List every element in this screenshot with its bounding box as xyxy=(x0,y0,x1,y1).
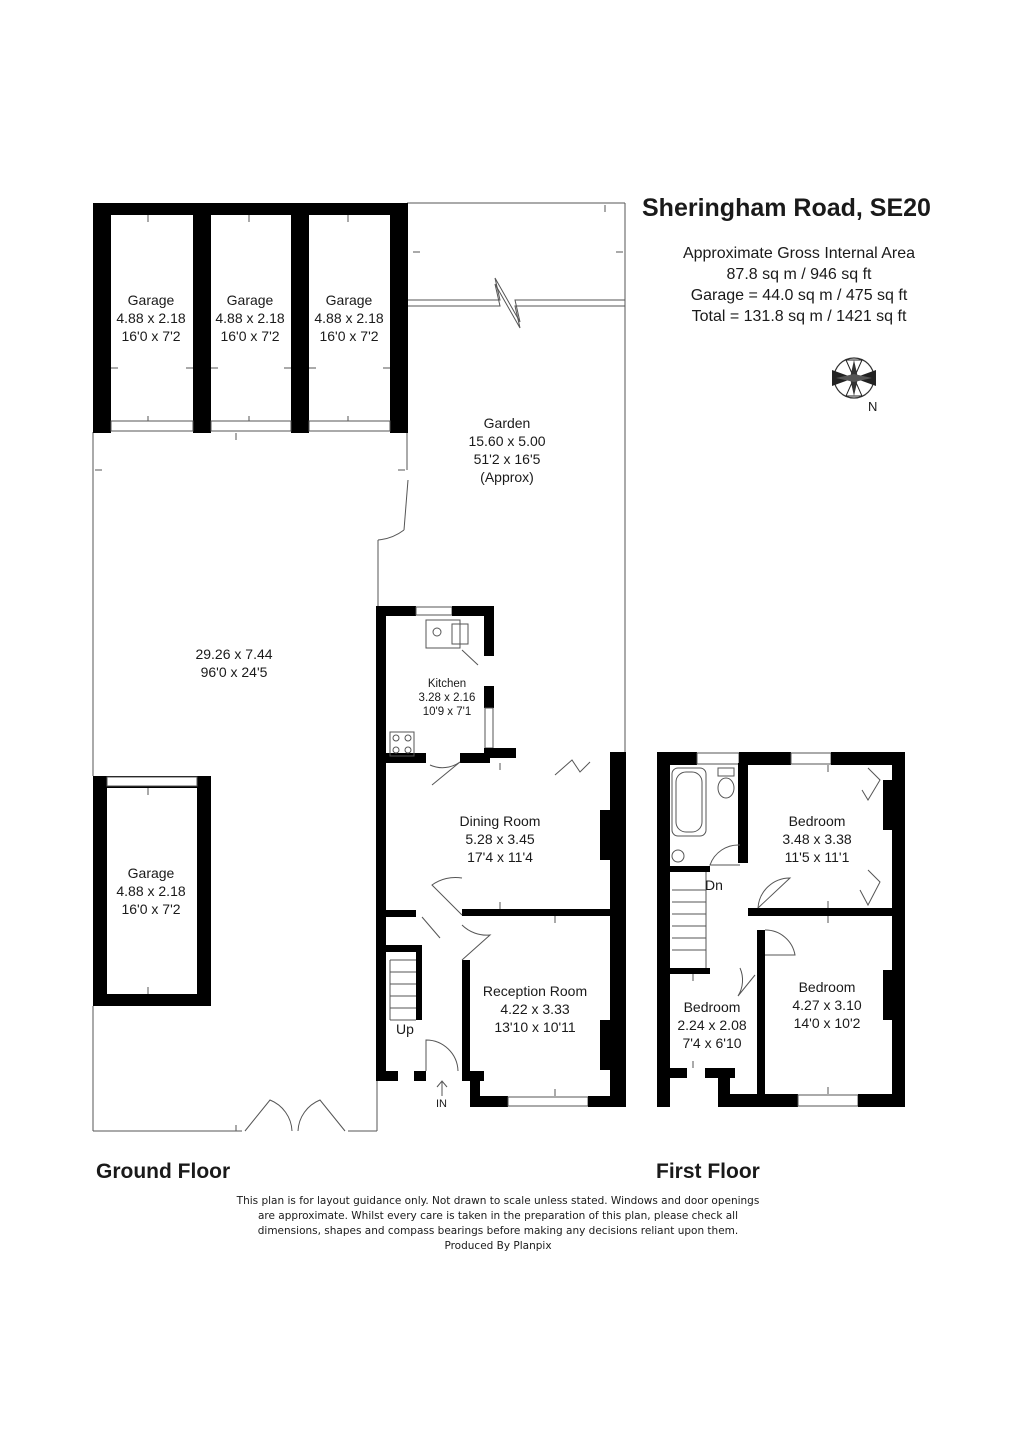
entrance-arrow-icon xyxy=(437,1081,447,1096)
room-imperial: 7'4 x 6'10 xyxy=(682,1035,742,1051)
room-imperial: 14'0 x 10'2 xyxy=(793,1015,861,1031)
room-reception xyxy=(483,983,587,1035)
room-metric: 4.88 x 2.18 xyxy=(314,310,384,326)
room-name: Kitchen xyxy=(427,678,467,690)
room-garden xyxy=(468,415,545,485)
room-imperial: 16'0 x 7'2 xyxy=(220,328,280,344)
room-garage-3 xyxy=(314,292,383,344)
room-metric: 2.24 x 2.08 xyxy=(677,1017,747,1033)
room-bedroom-2 xyxy=(792,979,861,1031)
room-imperial: 51'2 x 16'5 xyxy=(473,451,541,467)
room-bedroom-1 xyxy=(782,813,851,865)
room-metric: 29.26 x 7.44 xyxy=(195,646,273,662)
first-floor-house xyxy=(657,752,905,1107)
room-name: Garage xyxy=(226,292,274,308)
area-garage: Garage = 44.0 sq m / 475 sq ft xyxy=(690,287,908,304)
property-title: Sheringham Road, SE20 xyxy=(642,194,931,222)
room-name: Reception Room xyxy=(482,983,588,999)
room-note: (Approx) xyxy=(480,469,534,485)
area-main: 87.8 sq m / 946 sq ft xyxy=(726,266,872,283)
room-metric: 4.88 x 2.18 xyxy=(215,310,285,326)
area-heading: Approximate Gross Internal Area xyxy=(682,245,916,262)
room-name: Bedroom xyxy=(788,813,846,829)
room-imperial: 10'9 x 7'1 xyxy=(422,706,472,718)
room-garage-2 xyxy=(215,292,284,344)
stairs-down-label: Dn xyxy=(705,877,723,893)
room-imperial: 16'0 x 7'2 xyxy=(121,901,181,917)
first-floor-label: First Floor xyxy=(656,1160,760,1183)
room-name: Bedroom xyxy=(798,979,856,995)
disclaimer xyxy=(200,1194,796,1254)
room-name: Garage xyxy=(127,865,175,881)
compass-icon xyxy=(832,358,876,398)
room-imperial: 96'0 x 24'5 xyxy=(200,664,268,680)
room-garage-1 xyxy=(116,292,185,344)
room-metric: 4.88 x 2.18 xyxy=(116,883,186,899)
room-metric: 15.60 x 5.00 xyxy=(468,433,546,449)
room-garage-4 xyxy=(116,865,185,917)
room-imperial: 17'4 x 11'4 xyxy=(467,849,533,865)
entrance-label: IN xyxy=(436,1098,447,1110)
room-metric: 5.28 x 3.45 xyxy=(465,831,535,847)
room-metric: 3.48 x 3.38 xyxy=(782,831,852,847)
room-name: Bedroom xyxy=(683,999,741,1015)
compass-label: N xyxy=(868,399,878,414)
room-bedroom-3 xyxy=(677,999,746,1051)
room-metric: 3.28 x 2.16 xyxy=(418,692,476,704)
room-kitchen xyxy=(419,678,476,718)
disclaimer-line: This plan is for layout guidance only. Not drawn to scale unless stated. Windows and door openings xyxy=(236,1195,760,1207)
room-name: Garden xyxy=(483,415,531,431)
disclaimer-line: dimensions, shapes and compass bearings before making any decisions reliant upon them. xyxy=(257,1225,739,1237)
ground-floor-label: Ground Floor xyxy=(96,1160,231,1183)
stairs-up-label: Up xyxy=(396,1021,414,1037)
room-metric: 4.88 x 2.18 xyxy=(116,310,186,326)
room-imperial: 16'0 x 7'2 xyxy=(121,328,181,344)
room-imperial: 11'5 x 11'1 xyxy=(784,849,850,865)
area-total: Total = 131.8 sq m / 1421 sq ft xyxy=(691,308,907,325)
room-name: Garage xyxy=(325,292,373,308)
room-yard xyxy=(195,646,272,680)
room-dining xyxy=(460,813,541,865)
room-metric: 4.22 x 3.33 xyxy=(500,1001,570,1017)
room-imperial: 16'0 x 7'2 xyxy=(319,328,379,344)
room-metric: 4.27 x 3.10 xyxy=(792,997,862,1013)
producer-credit: Produced By Planpix xyxy=(444,1240,552,1252)
room-name: Dining Room xyxy=(459,813,541,829)
room-name: Garage xyxy=(127,292,175,308)
room-imperial: 13'10 x 10'11 xyxy=(494,1019,576,1035)
disclaimer-line: are approximate. Whilst every care is taken in the preparation of this plan, please check all xyxy=(257,1210,739,1222)
